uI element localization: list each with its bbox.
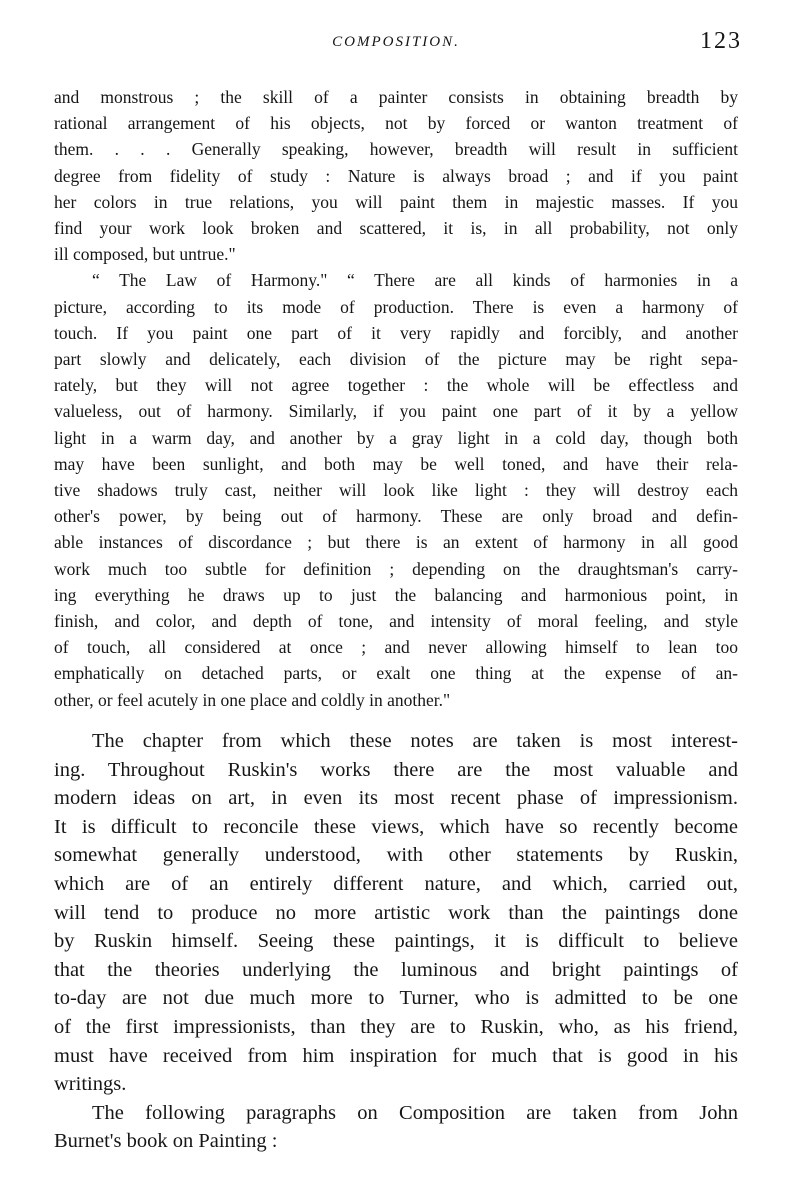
body-line: which are of an entirely different nature, and which, carried out,	[54, 872, 738, 895]
body-line: ing. Throughout Ruskin's works there are the most valuable and	[54, 758, 738, 781]
body-line: will tend to produce no more artistic work than the paintings done	[54, 901, 738, 924]
quote-line: picture, according to its mode of production. There is even a harmony of	[54, 296, 738, 317]
body-line: of the first impressionists, than they are to Ruskin, who, as his friend,	[54, 1015, 738, 1038]
body-line: somewhat generally understood, with other statements by Ruskin,	[54, 844, 738, 867]
quote-line: other's power, by being out of harmony. These are only broad and defin-	[54, 506, 738, 527]
quote-line: ing everything he draws up to just the balancing and harmonious point, in	[54, 584, 738, 605]
quote-line: find your work look broken and scattered, it is, in all probability, not only	[54, 218, 738, 239]
body-text	[54, 727, 738, 1156]
quote-line: light in a warm day, and another by a gray light in a cold day, though both	[54, 427, 738, 448]
quote-line: finish, and color, and depth of tone, and intensity of moral feeling, and style	[54, 611, 738, 632]
quote-line: may have been sunlight, and both may be well toned, and have their rela-	[54, 453, 738, 474]
quote-line: rational arrangement of his objects, not by forced or wanton treatment of	[54, 113, 738, 134]
body-line: writings.	[54, 1073, 127, 1096]
quote-line: tive shadows truly cast, neither will look like light : they will destroy each	[54, 480, 738, 501]
quote-line: part slowly and delicately, each division of the picture may be right sepa-	[54, 349, 738, 370]
body-line: Burnet's book on Painting :	[54, 1130, 278, 1153]
quote-line: degree from fidelity of study : Nature is always broad ; and if you paint	[54, 165, 738, 186]
body-line: The following paragraphs on Composition are taken from John	[92, 1101, 738, 1124]
quote-line: ill composed, but untrue."	[54, 244, 236, 265]
quote-line: touch. If you paint one part of it very rapidly and forcibly, and another	[54, 322, 738, 343]
quote-line: able instances of discordance ; but there is an extent of harmony in all good	[54, 532, 738, 553]
quote-line: “ The Law of Harmony." “ There are all kinds of harmonies in a	[92, 270, 738, 291]
quote-line: valueless, out of harmony. Similarly, if you paint one part of it by a yellow	[54, 401, 738, 422]
body-line: to-day are not due much more to Turner, who is admitted to be one	[54, 987, 738, 1010]
page-header	[50, 28, 742, 68]
body-line: The chapter from which these notes are taken is most interest-	[92, 730, 738, 752]
quote-line: emphatically on detached parts, or exalt one thing at the expense of an-	[54, 663, 738, 684]
quote-line: rately, but they will not agree together : the whole will be effectless and	[54, 375, 738, 396]
body-line: modern ideas on art, in even its most recent phase of impressionism.	[54, 787, 738, 810]
running-title: COMPOSITION.	[332, 34, 460, 50]
page-number: 123	[700, 28, 742, 54]
body-line: by Ruskin himself. Seeing these paintings, it is difficult to believe	[54, 930, 738, 953]
quote-line: and monstrous ; the skill of a painter consists in obtaining breadth by	[54, 87, 738, 107]
body-line: must have received from him inspiration for much that is good in his	[54, 1044, 738, 1067]
quote-line: her colors in true relations, you will paint them in majestic masses. If you	[54, 191, 738, 212]
body-line: It is difficult to reconcile these views, which have so recently become	[54, 815, 738, 838]
quote-line: other, or feel acutely in one place and coldly in another."	[54, 689, 451, 710]
quoted-passage	[54, 84, 738, 713]
quote-line: of touch, all considered at once ; and never allowing himself to lean too	[54, 637, 738, 658]
quote-line: work much too subtle for definition ; depending on the draughtsman's carry-	[54, 558, 738, 579]
quote-line: them. . . . Generally speaking, however, breadth will result in sufficient	[54, 139, 738, 160]
body-line: that the theories underlying the luminous and bright paintings of	[54, 958, 738, 981]
